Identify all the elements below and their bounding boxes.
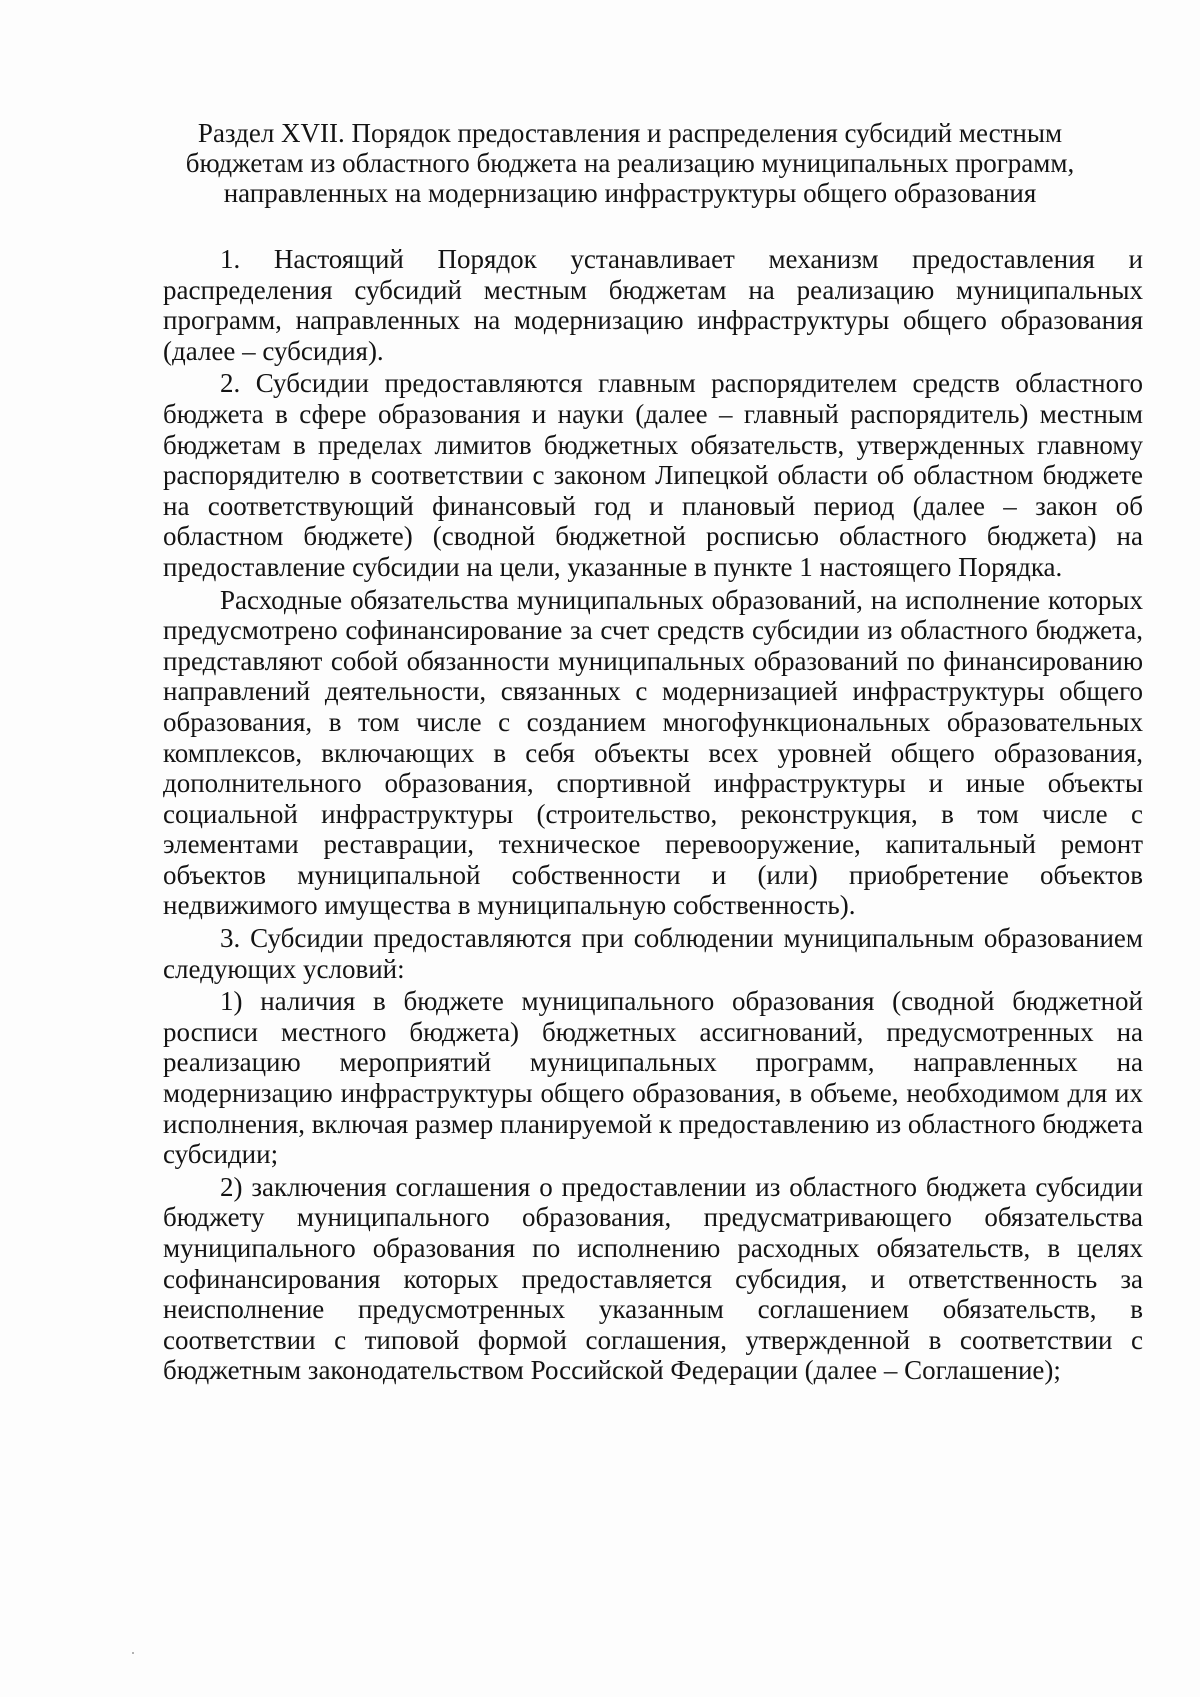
section-title-line-1: Раздел XVII. Порядок предоставления и распределения субсидий местным [197, 118, 1063, 148]
paragraph-2: 2. Субсидии предоставляются главным распорядителем средств областного бюджета в сфере образования и науки (далее – главный распорядитель) местным бюджетам в пределах лимитов бюджетных обязательств, утвержденных главному распорядителю в соответствии с законом Липецкой области об областном бюджете на соответствующий финансовый год и плановый период (далее – закон об областном бюджете) (сводной бюджетной росписью областного бюджета) на предоставление субсидии на цели, указанные в пункте 1 настоящего Порядка. [163, 368, 1143, 582]
paragraph-3: Расходные обязательства муниципальных образований, на исполнение которых предусмотрено софинансирование за счет средств субсидии из областного бюджета, представляют собой обязанности муниципальных образований по финансированию направлений деятельности, связанных с модернизацией инфраструктуры общего образования, в том числе с созданием многофункциональных образовательных комплексов, включающих в себя объекты всех уровней общего образования, дополнительного образования, спортивной инфраструктуры и иные объекты социальной инфраструктуры (строительство, реконструкция, в том числе с элементами реставрации, техническое перевооружение, капитальный ремонт объектов муниципальной собственности и (или) приобретение объектов недвижимого имущества в муниципальную собственность). [163, 584, 1143, 921]
paragraph-6: 2) заключения соглашения о предоставлении из областного бюджета субсидии бюджету муниципального образования, предусматривающего обязательства муниципального образования по исполнению расходных обязательств, в целях софинансирования которых предоставляется субсидия, и ответственность за неисполнение предусмотренных указанным соглашением обязательств, в соответствии с типовой формой соглашения, утвержденной в соответствии с бюджетным законодательством Российской Федерации (далее – Соглашение); [163, 1171, 1143, 1386]
section-title-line-2: бюджетам из областного бюджета на реализацию муниципальных программ, [185, 148, 1075, 178]
scan-speck [132, 1652, 134, 1654]
paragraph-5: 1) наличия в бюджете муниципального образования (сводной бюджетной росписи местного бюджета) бюджетных ассигнований, предусмотренных на реализацию мероприятий муниципальных программ, направленных на модернизацию инфраструктуры общего образования, в объеме, необходимом для их исполнения, включая размер планируемой к предоставлению из областного бюджета субсидии; [163, 986, 1143, 1170]
section-title-line-3: направленных на модернизацию инфраструктуры общего образования [223, 178, 1037, 208]
document-body [163, 244, 1143, 1386]
section-title [150, 118, 1110, 208]
paragraph-1: 1. Настоящий Порядок устанавливает механизм предоставления и распределения субсидий местным бюджетам на реализацию муниципальных программ, направленных на модернизацию инфраструктуры общего образования (далее – субсидия). [163, 244, 1143, 366]
paragraph-4: 3. Субсидии предоставляются при соблюдении муниципальным образованием следующих условий: [163, 923, 1143, 984]
